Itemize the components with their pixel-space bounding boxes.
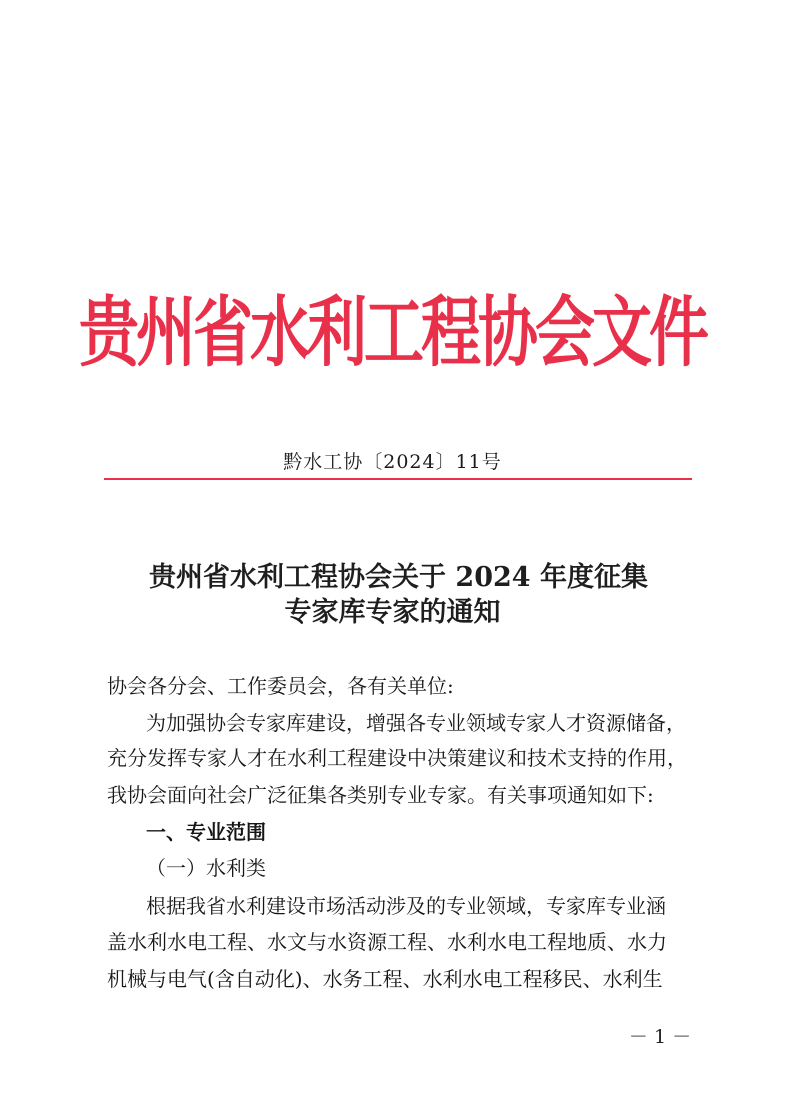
section-heading: 一、专业范围 bbox=[146, 820, 266, 844]
paragraph-1-line-1: 为加强协会专家库建设，增强各专业领域专家人才资源储备， bbox=[146, 711, 686, 735]
paragraph-1-line-3: 我协会面向社会广泛征集各类别专业专家。有关事项通知如下: bbox=[107, 783, 654, 807]
paragraph-2-line-1: 根据我省水利建设市场活动涉及的专业领域，专家库专业涵 bbox=[146, 894, 666, 918]
paragraph-1-line-2: 充分发挥专家人才在水利工程建设中决策建议和技术支持的作用， bbox=[107, 746, 687, 770]
paragraph-2-line-3: 机械与电气(含自动化)、水务工程、水利水电工程移民、水利生 bbox=[107, 967, 663, 991]
page-number: － 1 － bbox=[628, 1026, 692, 1048]
subsection-heading: （一）水利类 bbox=[146, 856, 266, 880]
masthead-title: 贵州省水利工程协会文件 bbox=[79, 288, 706, 378]
salutation: 协会各分会、工作委员会，各有关单位: bbox=[107, 674, 454, 698]
document-number: 黔水工协〔2024〕11号 bbox=[283, 451, 502, 473]
notice-title-line-2: 专家库专家的通知 bbox=[284, 597, 501, 628]
red-divider bbox=[104, 478, 692, 480]
notice-title-line-1: 贵州省水利工程协会关于 2024 年度征集 bbox=[149, 562, 648, 593]
paragraph-2-line-2: 盖水利水电工程、水文与水资源工程、水利水电工程地质、水力 bbox=[107, 930, 667, 954]
